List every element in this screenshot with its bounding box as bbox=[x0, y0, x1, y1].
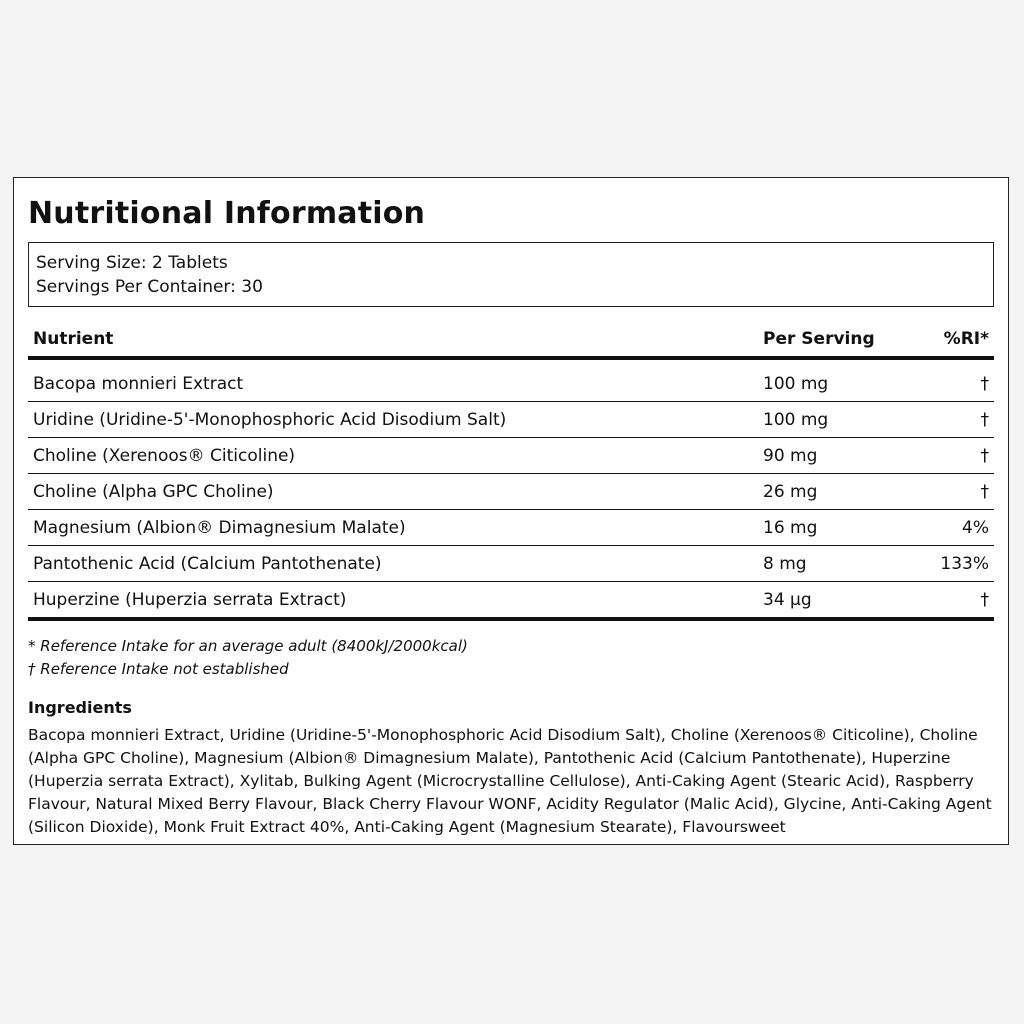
nutrition-panel bbox=[13, 177, 1009, 845]
table-row bbox=[28, 402, 994, 438]
header-per-serving: Per Serving bbox=[758, 322, 918, 358]
nutrient-table bbox=[28, 322, 994, 621]
nutrient-name: Bacopa monnieri Extract bbox=[28, 358, 758, 402]
footnote-reference-intake: * Reference Intake for an average adult (8400kJ/2000kcal) bbox=[28, 637, 468, 655]
ri-value: † bbox=[918, 402, 994, 438]
per-serving-value: 90 mg bbox=[758, 438, 918, 474]
ri-value: † bbox=[918, 474, 994, 510]
per-serving-value: 26 mg bbox=[758, 474, 918, 510]
servings-per-container: Servings Per Container: 30 bbox=[36, 277, 263, 297]
footnotes bbox=[28, 635, 994, 681]
serving-size: Serving Size: 2 Tablets bbox=[36, 253, 228, 273]
ri-value: 133% bbox=[918, 546, 994, 582]
nutrient-name: Choline (Xerenoos® Citicoline) bbox=[28, 438, 758, 474]
nutrient-name: Huperzine (Huperzia serrata Extract) bbox=[28, 582, 758, 620]
ri-value: 4% bbox=[918, 510, 994, 546]
header-ri: %RI* bbox=[918, 322, 994, 358]
per-serving-value: 34 µg bbox=[758, 582, 918, 620]
per-serving-value: 8 mg bbox=[758, 546, 918, 582]
table-row bbox=[28, 582, 994, 620]
per-serving-value: 16 mg bbox=[758, 510, 918, 546]
footnote-not-established: † Reference Intake not established bbox=[28, 660, 289, 678]
ingredients-heading: Ingredients bbox=[28, 698, 132, 717]
table-row bbox=[28, 438, 994, 474]
ri-value: † bbox=[918, 582, 994, 620]
per-serving-value: 100 mg bbox=[758, 402, 918, 438]
nutrient-name: Uridine (Uridine-5'-Monophosphoric Acid Disodium Salt) bbox=[28, 402, 758, 438]
ingredients-text: Bacopa monnieri Extract, Uridine (Uridine-5'-Monophosphoric Acid Disodium Salt), Choline (Xerenoos® Citicoline), Choline (Alpha GPC Choline), Magnesium (Albion® Dimagnesium Malate), Pantothenic Acid (Calcium Pantothenate), Huperzine (Huperzia serrata Extract), Xylitab, Bulking Agent (Microcrystalline Cellulose), Anti-Caking Agent (Stearic Acid), Raspberry Flavour, Natural Mixed Berry Flavour, Black Cherry Flavour WONF, Acidity Regulator (Malic Acid), Glycine, Anti-Caking Agent (Silicon Dioxide), Monk Fruit Extract 40%, Anti-Caking Agent (Magnesium Stearate), Flavoursweet bbox=[28, 726, 992, 836]
nutrient-name: Pantothenic Acid (Calcium Pantothenate) bbox=[28, 546, 758, 582]
table-row bbox=[28, 358, 994, 402]
nutrient-name: Choline (Alpha GPC Choline) bbox=[28, 474, 758, 510]
page-title: Nutritional Information bbox=[28, 196, 426, 231]
table-row bbox=[28, 546, 994, 582]
per-serving-value: 100 mg bbox=[758, 358, 918, 402]
table-header-row bbox=[28, 322, 994, 358]
nutrient-name: Magnesium (Albion® Dimagnesium Malate) bbox=[28, 510, 758, 546]
ri-value: † bbox=[918, 438, 994, 474]
serving-info-box bbox=[28, 242, 994, 307]
ri-value: † bbox=[918, 358, 994, 402]
table-row bbox=[28, 510, 994, 546]
header-nutrient: Nutrient bbox=[28, 322, 758, 358]
table-row bbox=[28, 474, 994, 510]
